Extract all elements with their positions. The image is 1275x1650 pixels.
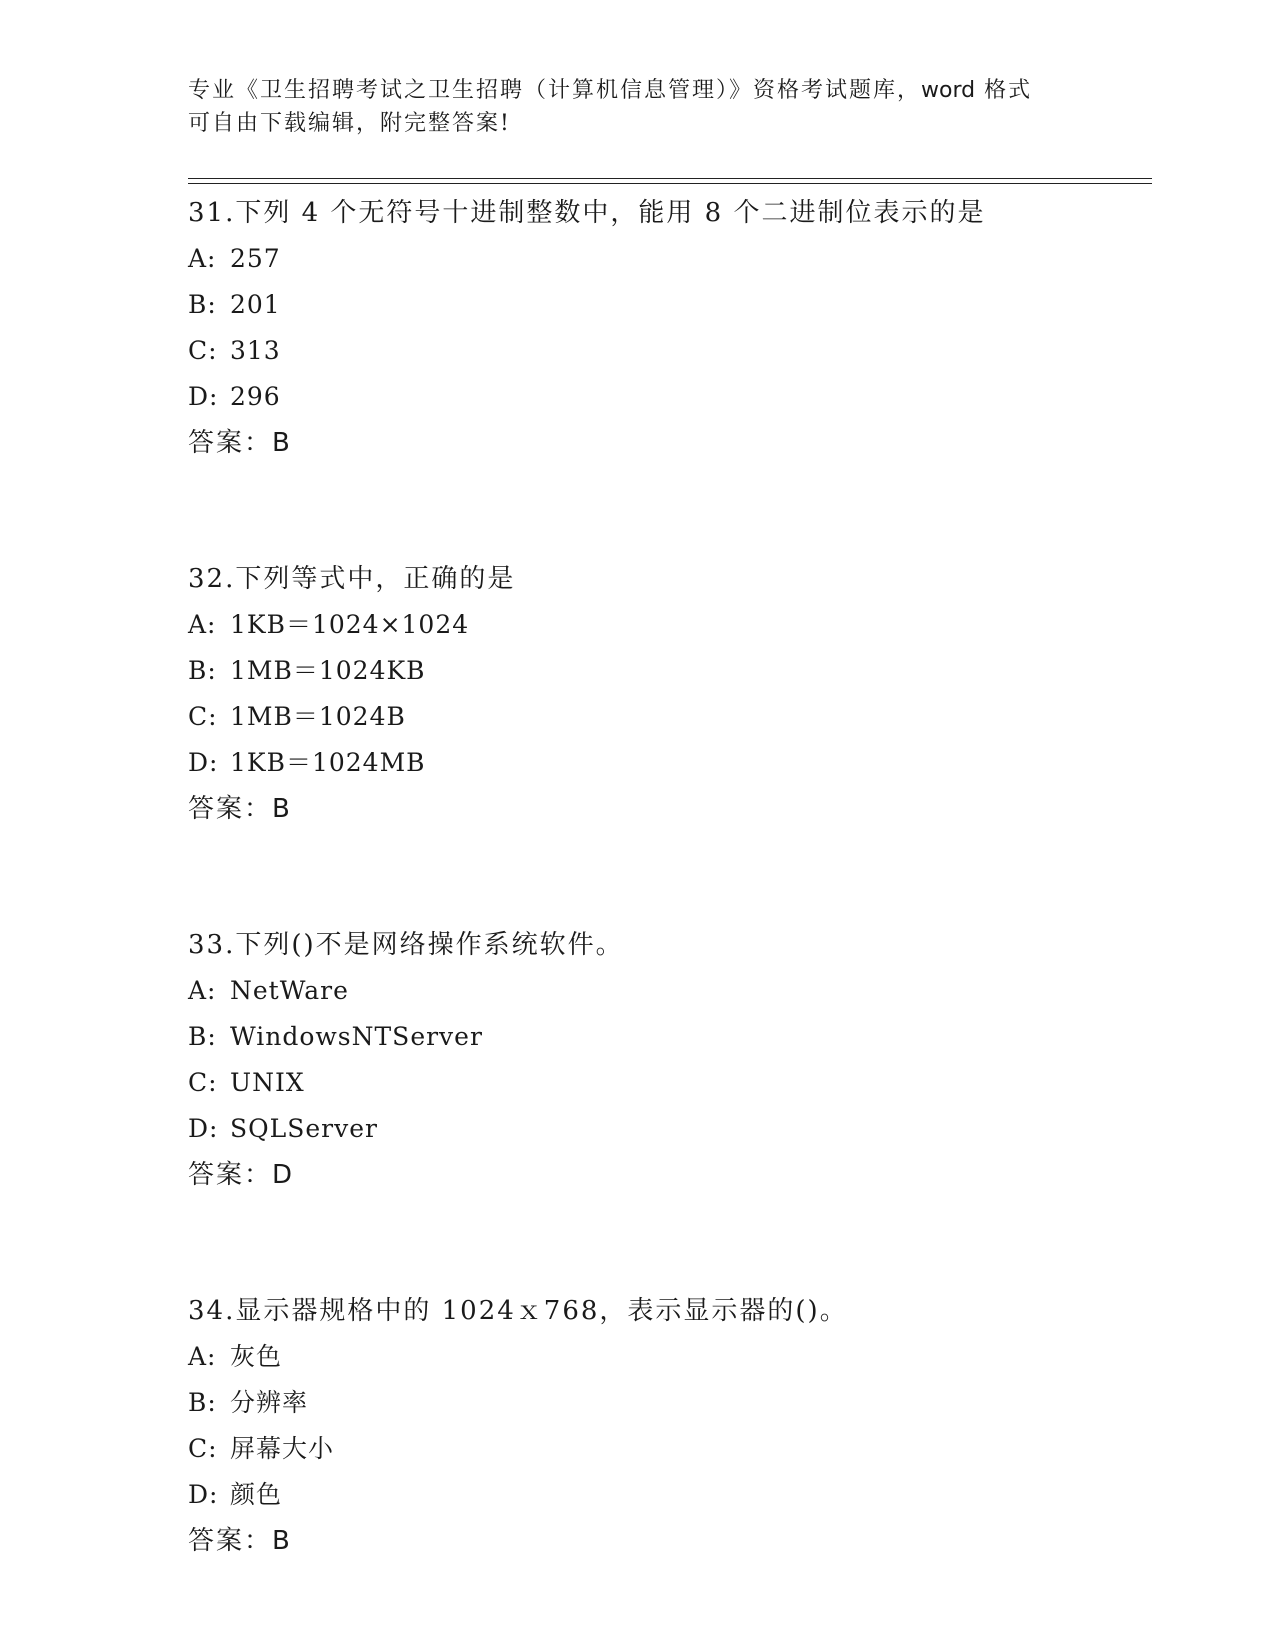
option-text: 分辨率 — [230, 1388, 309, 1417]
question-spacer — [188, 1198, 1148, 1288]
option-d — [188, 1472, 1148, 1518]
question-31 — [188, 190, 1148, 466]
answer-line: 答案：B — [188, 1526, 292, 1556]
option-key: C: — [188, 1434, 218, 1463]
question-34 — [188, 1288, 1148, 1564]
option-key: C: — [188, 1068, 218, 1097]
option-key: A: — [188, 610, 217, 639]
option-text: 1KB＝1024MB — [230, 748, 426, 777]
option-a — [188, 968, 1148, 1014]
option-text: 灰色 — [230, 1342, 283, 1371]
option-d — [188, 1106, 1148, 1152]
option-c — [188, 1060, 1148, 1106]
option-text: SQLServer — [230, 1114, 378, 1143]
document-header — [188, 74, 1088, 140]
option-text: 颜色 — [230, 1480, 283, 1509]
question-spacer — [188, 466, 1148, 556]
option-key: D: — [188, 382, 219, 411]
question-stem: 33.下列()不是网络操作系统软件。 — [188, 930, 624, 960]
option-a — [188, 602, 1148, 648]
option-key: A: — [188, 976, 217, 1005]
option-text: 257 — [230, 244, 281, 273]
option-key: D: — [188, 748, 219, 777]
header-line-1 — [188, 74, 1088, 107]
option-text: 296 — [230, 382, 281, 411]
answer-line: 答案：D — [188, 1160, 295, 1190]
header-line-1-text: 专业《卫生招聘考试之卫生招聘（计算机信息管理）》资格考试题库， — [188, 78, 922, 103]
option-text: WindowsNTServer — [230, 1022, 483, 1051]
option-key: A: — [188, 244, 217, 273]
option-text: UNIX — [230, 1068, 305, 1097]
option-key: B: — [188, 1388, 217, 1417]
question-33 — [188, 922, 1148, 1198]
question-list — [188, 190, 1148, 1564]
option-b — [188, 282, 1148, 328]
option-key: A: — [188, 1342, 217, 1371]
option-c — [188, 1426, 1148, 1472]
header-line-1-suffix: 格式 — [975, 78, 1033, 103]
option-text: NetWare — [230, 976, 349, 1005]
header-divider-bottom — [188, 183, 1152, 184]
option-key: B: — [188, 290, 217, 319]
option-text: 1MB＝1024B — [230, 702, 406, 731]
answer-line: 答案：B — [188, 428, 292, 458]
option-text: 201 — [230, 290, 281, 319]
option-b — [188, 648, 1148, 694]
header-divider-top — [188, 178, 1152, 179]
option-b — [188, 1380, 1148, 1426]
question-stem: 34.显示器规格中的 1024ｘ768，表示显示器的()。 — [188, 1296, 848, 1326]
question-spacer — [188, 832, 1148, 922]
option-d — [188, 740, 1148, 786]
option-text: 屏幕大小 — [230, 1434, 335, 1463]
option-c — [188, 328, 1148, 374]
option-key: C: — [188, 702, 218, 731]
option-key: B: — [188, 1022, 217, 1051]
option-b — [188, 1014, 1148, 1060]
question-32 — [188, 556, 1148, 832]
option-a — [188, 1334, 1148, 1380]
option-d — [188, 374, 1148, 420]
answer-line: 答案：B — [188, 794, 292, 824]
option-key: B: — [188, 656, 217, 685]
option-key: D: — [188, 1480, 219, 1509]
option-key: D: — [188, 1114, 219, 1143]
header-line-2: 可自由下载编辑，附完整答案! — [188, 111, 511, 136]
option-a — [188, 236, 1148, 282]
option-text: 1MB＝1024KB — [230, 656, 426, 685]
header-word-label: word — [921, 78, 976, 103]
option-c — [188, 694, 1148, 740]
option-text: 313 — [230, 336, 281, 365]
question-stem: 31.下列 4 个无符号十进制整数中，能用 8 个二进制位表示的是 — [188, 198, 986, 228]
option-text: 1KB＝1024×1024 — [230, 610, 470, 639]
question-stem: 32.下列等式中，正确的是 — [188, 564, 516, 594]
option-key: C: — [188, 336, 218, 365]
